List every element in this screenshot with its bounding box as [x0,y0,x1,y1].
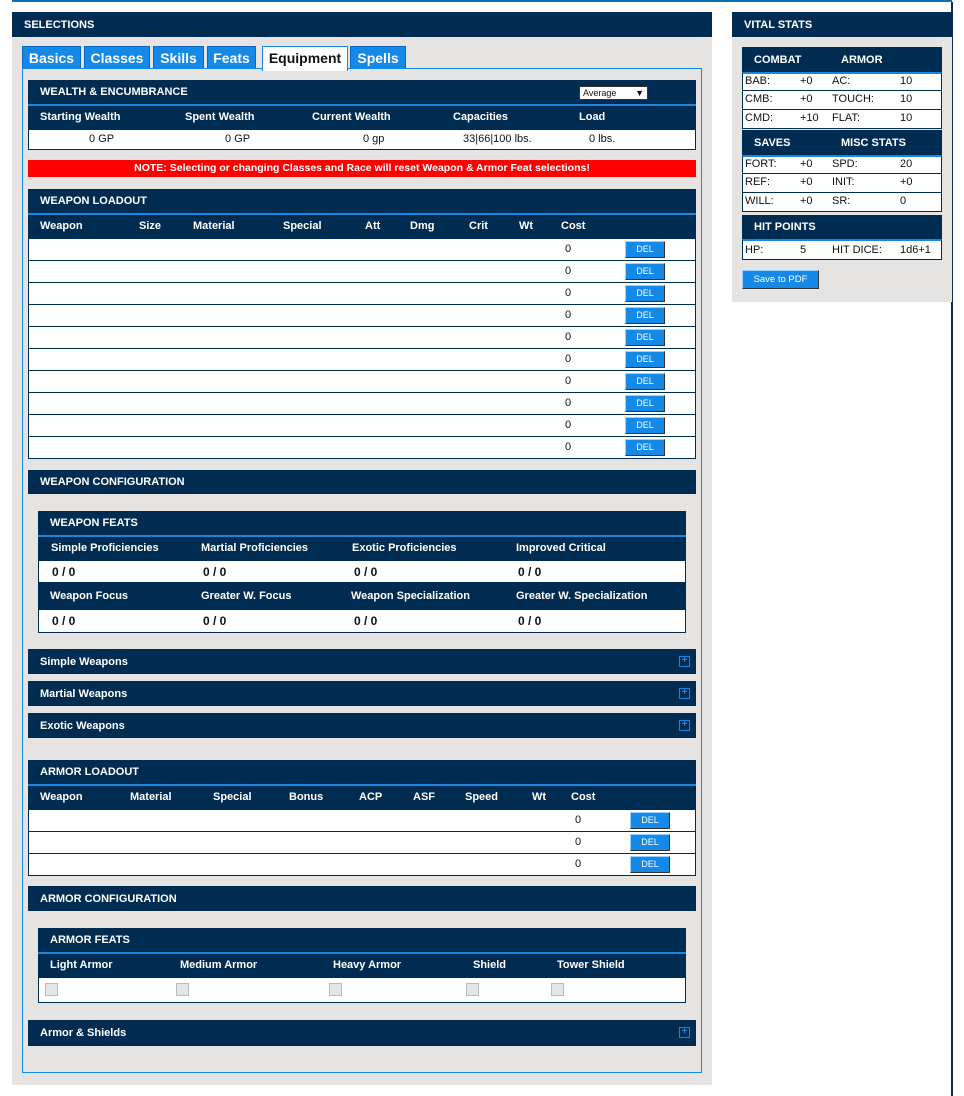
stat-label: CMD: [745,112,774,124]
armor-shields-group[interactable] [28,1020,696,1046]
header-weapon-focus: Weapon Focus [50,590,129,602]
saves-misc-header [742,130,942,155]
stat-label: SPD: [832,158,858,170]
weapon-cost-value: 0 [565,375,572,387]
weapon-cost-value: 0 [565,397,572,409]
weapon-cost-value: 0 [565,243,572,255]
weapon-feats-header-row-2 [38,583,686,610]
armor-feats-checkbox-row [38,978,686,1003]
greater-weapon-specialization-value: 0 / 0 [518,614,542,628]
hp-row [742,239,942,260]
save-to-pdf-button[interactable]: Save to PDF [742,270,819,289]
capacities-value: 33|66|100 lbs. [463,133,532,145]
stat-value: +0 [800,75,813,87]
selections-title: SELECTIONS [12,12,712,37]
weapon-cost-value: 0 [565,331,572,343]
col-armor-wt: Wt [532,791,547,803]
weapon-loadout-row [28,261,696,283]
col-special: Special [283,220,322,232]
stat-row [742,72,942,91]
expand-icon[interactable]: + [679,688,690,699]
top-border-line [12,0,952,2]
simple-proficiencies-value: 0 / 0 [52,565,76,579]
col-armor-asf: ASF [413,791,435,803]
header-improved-critical: Improved Critical [516,542,606,554]
exotic-proficiencies-value: 0 / 0 [354,565,378,579]
weapon-configuration-title: WEAPON CONFIGURATION [28,470,696,494]
stat-value: 0 [900,195,907,207]
header-greater-weapon-specialization: Greater W. Specialization [516,590,648,602]
weapon-feats-values-row-2 [38,610,686,633]
expand-icon[interactable]: + [679,1027,690,1038]
exotic-weapons-label: Exotic Weapons [40,719,125,732]
simple-weapons-label: Simple Weapons [40,655,128,668]
wealth-header-row [28,104,696,130]
stat-label: AC: [832,75,851,87]
tab-skills[interactable]: Skills [153,46,204,70]
header-current-wealth: Current Wealth [312,111,391,123]
martial-proficiencies-value: 0 / 0 [203,565,227,579]
armor-loadout-row [28,832,696,854]
tab-spells[interactable]: Spells [350,46,406,70]
header-light-armor: Light Armor [50,959,113,971]
heavy-armor-checkbox[interactable] [329,983,342,996]
combat-heading: COMBAT [754,54,802,66]
hit-dice-label: HIT DICE: [832,244,882,256]
weapon-focus-value: 0 / 0 [52,614,76,628]
delete-weapon-button[interactable]: DEL [625,307,665,324]
greater-weapon-focus-value: 0 / 0 [203,614,227,628]
stat-label: BAB: [745,75,771,87]
stat-value: 10 [900,112,913,124]
weapon-cost-value: 0 [565,287,572,299]
medium-armor-checkbox[interactable] [176,983,189,996]
armor-feats-header-row [38,952,686,978]
stat-label: FORT: [745,158,777,170]
header-starting-wealth: Starting Wealth [40,111,121,123]
armor-feats-title: ARMOR FEATS [38,928,686,952]
stat-label: WILL: [745,195,774,207]
starting-wealth-value: 0 GP [89,133,115,145]
col-wt: Wt [519,220,534,232]
delete-armor-button[interactable]: DEL [630,856,670,873]
reset-warning-note: NOTE: Selecting or changing Classes and Race will reset Weapon & Armor Feat selections! [28,160,696,177]
col-armor-cost: Cost [571,791,596,803]
stat-value: +0 [800,195,813,207]
delete-weapon-button[interactable]: DEL [625,241,665,258]
weapon-loadout-row [28,415,696,437]
header-load: Load [579,111,606,123]
delete-armor-button[interactable]: DEL [630,834,670,851]
armor-heading: ARMOR [841,54,883,66]
misc-stats-heading: MISC STATS [841,137,906,149]
tab-feats[interactable]: Feats [207,46,256,70]
armor-cost-value: 0 [575,836,582,848]
armor-configuration-title: ARMOR CONFIGURATION [28,886,696,911]
header-heavy-armor: Heavy Armor [333,959,402,971]
improved-critical-value: 0 / 0 [518,565,542,579]
selections-panel [12,12,712,1085]
hp-value: 5 [800,244,807,256]
wealth-method-value: Average [583,88,617,98]
weapon-loadout-row [28,437,696,459]
spent-wealth-value: 0 GP [225,133,251,145]
delete-weapon-button[interactable]: DEL [625,351,665,368]
col-armor-material: Material [130,791,172,803]
weapon-cost-value: 0 [565,265,572,277]
armor-shields-label: Armor & Shields [40,1027,127,1039]
col-weapon: Weapon [40,220,83,232]
stat-value: 10 [900,93,913,105]
col-armor-acp: ACP [359,791,383,803]
hit-points-header [742,215,942,239]
col-armor-weapon: Weapon [40,791,83,803]
delete-armor-button[interactable]: DEL [630,812,670,829]
weapon-loadout-row [28,349,696,371]
stat-row [742,155,942,174]
stat-value: +0 [800,158,813,170]
stat-label: SR: [832,195,851,207]
stat-value: 20 [900,158,913,170]
hit-points-heading: HIT POINTS [754,221,816,233]
col-material: Material [193,220,235,232]
header-tower-shield: Tower Shield [557,959,625,971]
weapon-cost-value: 0 [565,441,572,453]
col-cost: Cost [561,220,586,232]
chevron-down-icon: ▼ [635,88,644,98]
weapon-feats-header-row-1 [38,535,686,561]
wealth-values-row [28,130,696,150]
tab-classes[interactable]: Classes [84,46,150,70]
tower-shield-checkbox[interactable] [551,983,564,996]
light-armor-checkbox[interactable] [45,983,58,996]
col-size: Size [139,220,162,232]
martial-weapons-label: Martial Weapons [40,687,128,700]
col-armor-speed: Speed [465,791,499,803]
armor-cost-value: 0 [575,814,582,826]
header-spent-wealth: Spent Wealth [185,111,255,123]
stat-value: +0 [900,176,913,188]
col-crit: Crit [469,220,488,232]
vital-stats-panel [732,12,952,302]
weapon-loadout-row [28,305,696,327]
wealth-title: WEALTH & ENCUMBRANCE [40,86,188,98]
delete-weapon-button[interactable]: DEL [625,373,665,390]
hp-label: HP: [745,244,764,256]
tab-basics[interactable]: Basics [22,46,81,70]
header-greater-weapon-focus: Greater W. Focus [201,590,292,602]
col-armor-bonus: Bonus [289,791,324,803]
stat-row [742,91,942,110]
weapon-cost-value: 0 [565,419,572,431]
delete-weapon-button[interactable]: DEL [625,329,665,346]
stat-label: INIT: [832,176,855,188]
combat-armor-header [742,47,942,72]
weapon-cost-value: 0 [565,309,572,321]
weapon-loadout-row [28,371,696,393]
weapon-cost-value: 0 [565,353,572,365]
stat-row [742,193,942,212]
weapon-feats-values-row-1 [38,561,686,583]
weapon-loadout-title: WEAPON LOADOUT [28,189,696,213]
tab-equipment[interactable]: Equipment [262,46,348,71]
martial-weapons-group[interactable] [28,681,696,706]
col-att: Att [365,220,381,232]
col-dmg: Dmg [410,220,435,232]
stat-label: CMB: [745,93,773,105]
header-martial-proficiencies: Martial Proficiencies [201,542,308,554]
armor-loadout-header-row [28,784,696,810]
weapon-loadout-row [28,327,696,349]
delete-weapon-button[interactable]: DEL [625,395,665,412]
weapon-loadout-header-row [28,213,696,239]
weapon-feats-title: WEAPON FEATS [38,511,686,535]
stat-row [742,110,942,129]
col-armor-special: Special [213,791,252,803]
current-wealth-value: 0 gp [363,133,385,145]
weapon-loadout-row [28,393,696,415]
armor-cost-value: 0 [575,858,582,870]
stat-value: 10 [900,75,913,87]
weapon-loadout-row [28,239,696,261]
stat-value: +10 [800,112,819,124]
exotic-weapons-group[interactable] [28,713,696,738]
expand-icon[interactable]: + [679,720,690,731]
shield-checkbox[interactable] [466,983,479,996]
vital-stats-title: VITAL STATS [732,12,952,37]
header-simple-proficiencies: Simple Proficiencies [51,542,159,554]
simple-weapons-group[interactable] [28,649,696,674]
header-medium-armor: Medium Armor [180,959,258,971]
header-exotic-proficiencies: Exotic Proficiencies [352,542,457,554]
load-value: 0 lbs. [589,133,616,145]
delete-weapon-button[interactable]: DEL [625,285,665,302]
weapon-specialization-value: 0 / 0 [354,614,378,628]
armor-loadout-title: ARMOR LOADOUT [28,760,696,784]
saves-heading: SAVES [754,137,791,149]
stat-label: FLAT: [832,112,860,124]
delete-weapon-button[interactable]: DEL [625,417,665,434]
delete-weapon-button[interactable]: DEL [625,439,665,456]
weapon-loadout-row [28,283,696,305]
wealth-method-select[interactable] [579,86,648,100]
stat-label: REF: [745,176,771,188]
stat-row [742,174,942,193]
delete-weapon-button[interactable]: DEL [625,263,665,280]
stat-value: +0 [800,93,813,105]
expand-icon[interactable]: + [679,656,690,667]
header-shield: Shield [473,959,507,971]
header-weapon-specialization: Weapon Specialization [351,590,470,602]
equipment-panel [22,68,702,1073]
hit-dice-value: 1d6+1 [900,244,931,256]
armor-loadout-row [28,810,696,832]
stat-value: +0 [800,176,813,188]
stat-label: TOUCH: [832,93,874,105]
armor-loadout-row [28,854,696,876]
header-capacities: Capacities [453,111,509,123]
